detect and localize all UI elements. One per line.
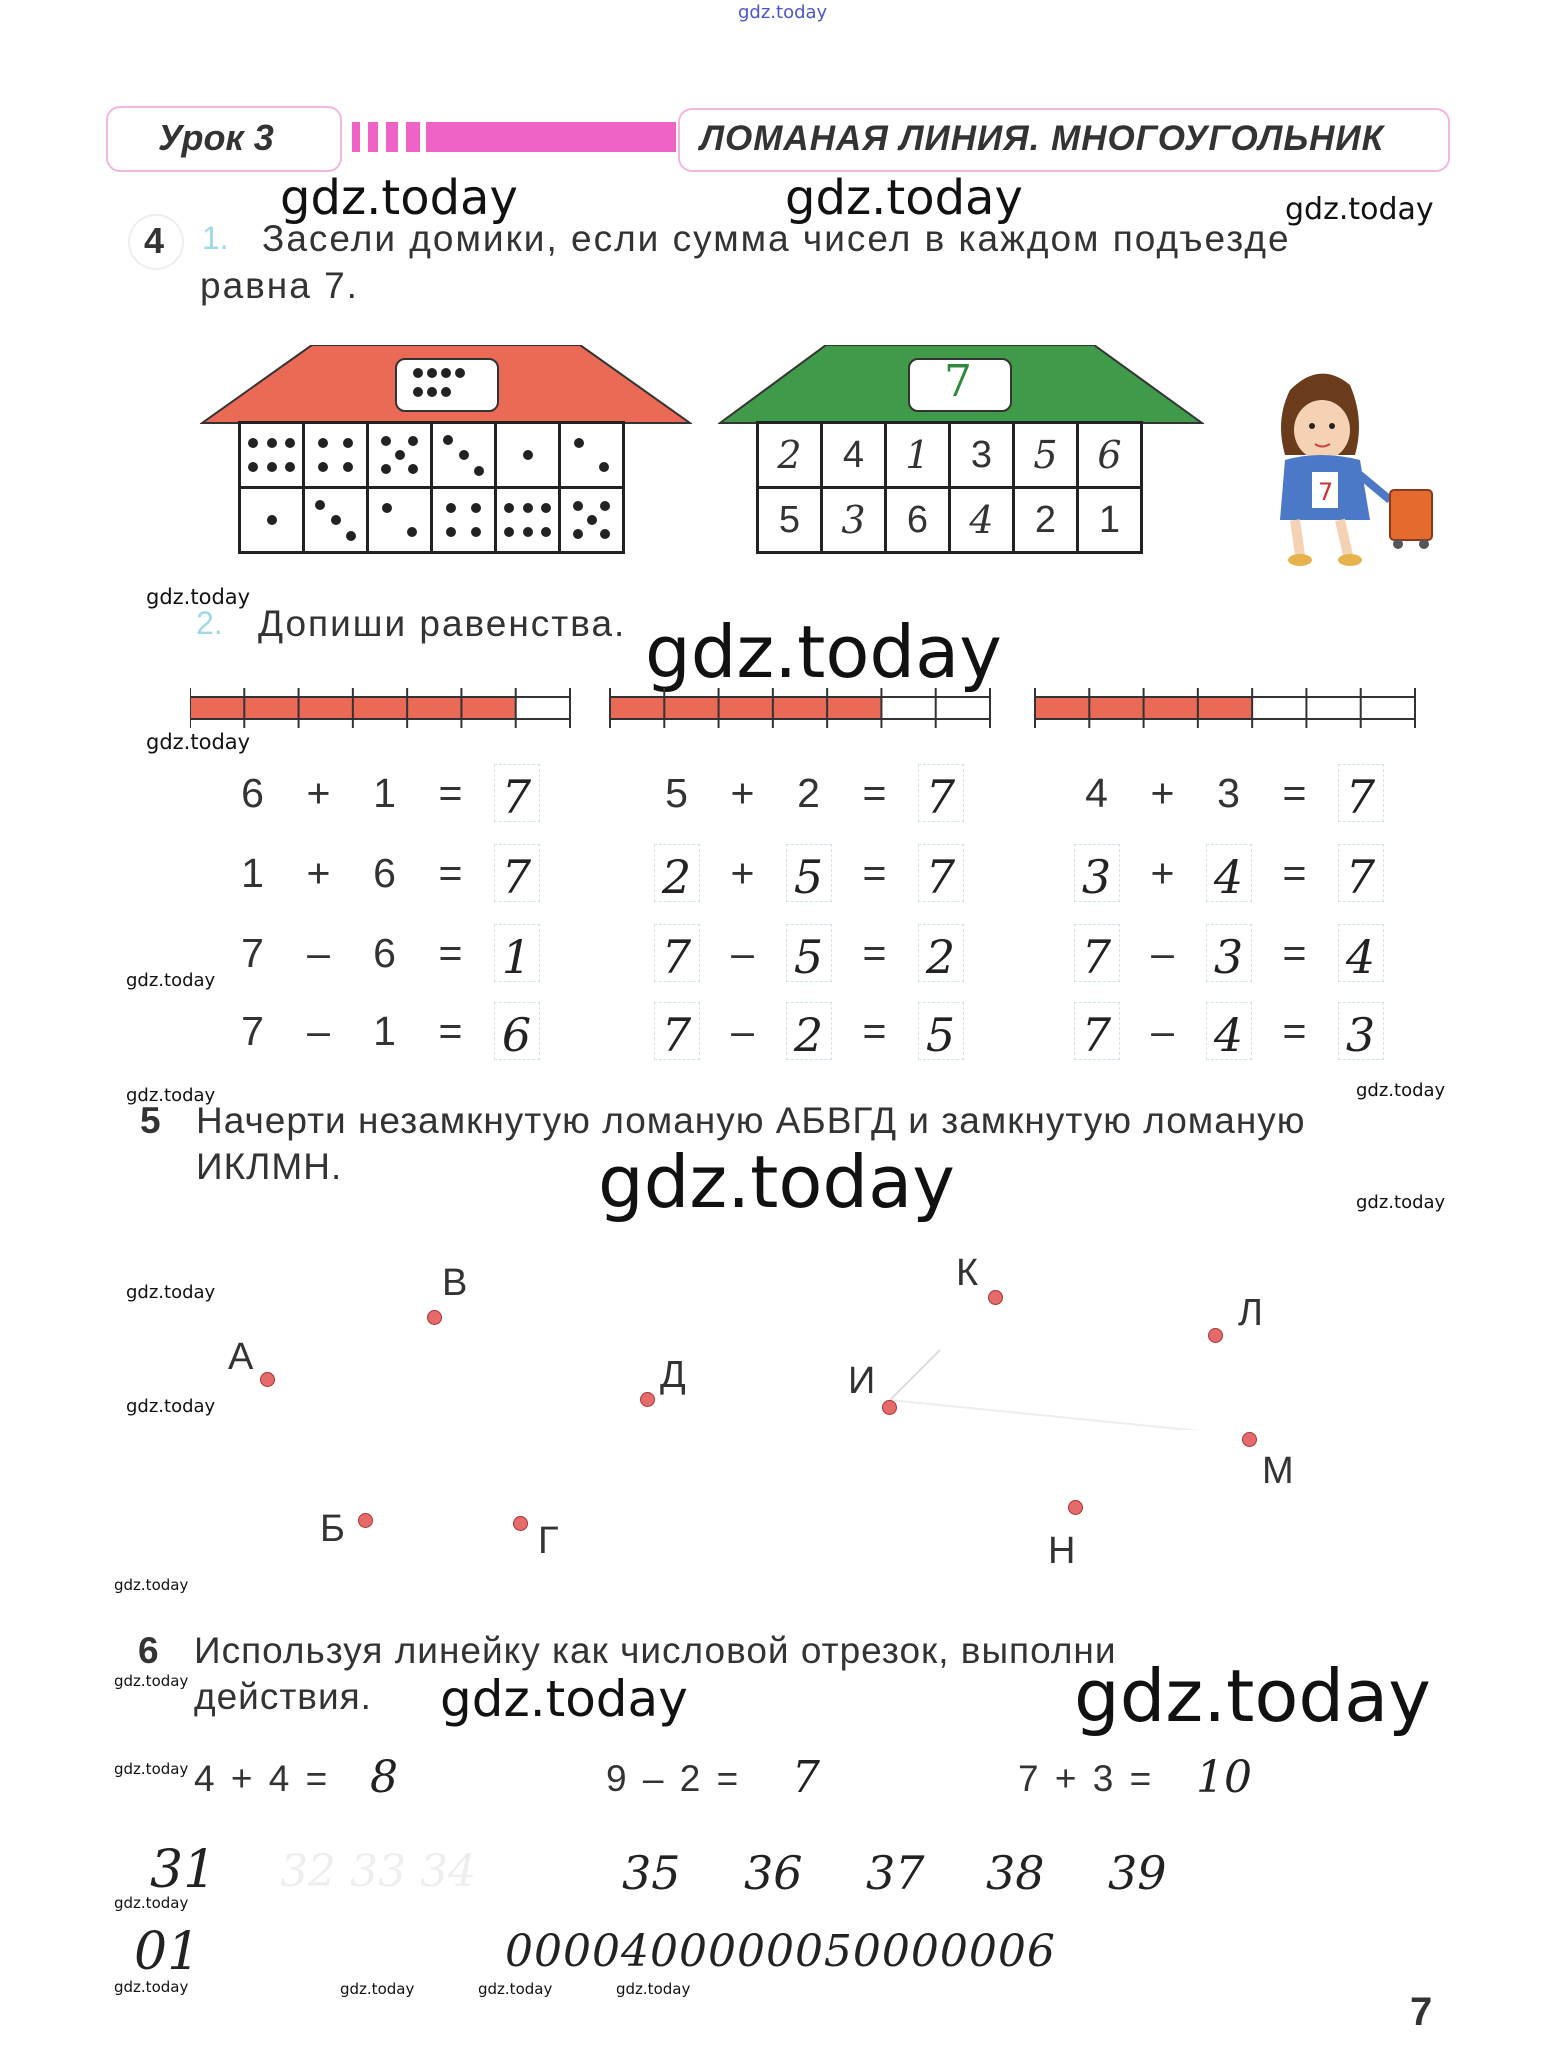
equation-token: = xyxy=(438,930,464,976)
house2-cell: 5 xyxy=(1014,423,1078,488)
pip xyxy=(504,503,514,513)
equation xyxy=(228,850,533,904)
house2-cell: 3 xyxy=(950,423,1014,488)
expr-3: 7 + 3 = xyxy=(1018,1758,1155,1799)
watermark: gdz.today xyxy=(1356,1080,1446,1101)
equation-token: 6 xyxy=(373,930,397,976)
zero-row-start: 01 xyxy=(134,1922,201,1982)
equation-token: = xyxy=(1282,850,1308,896)
equation xyxy=(652,1008,957,1062)
equation-token: 4 xyxy=(1213,850,1245,904)
equation-token: = xyxy=(862,1008,888,1054)
equation xyxy=(652,930,957,984)
pip xyxy=(446,527,456,537)
answer-box xyxy=(786,844,832,902)
pip xyxy=(248,462,258,472)
answer-box xyxy=(1074,924,1120,982)
watermark: gdz.today xyxy=(146,730,251,754)
answer-box xyxy=(918,1002,964,1060)
watermark: gdz.today xyxy=(114,1576,189,1594)
watermark: gdz.today xyxy=(146,585,251,609)
faint-digits-1: 32 33 34 xyxy=(280,1846,476,1897)
equation-token: + xyxy=(306,770,332,816)
equation-token: 7 xyxy=(661,1008,693,1062)
number-bar xyxy=(610,688,990,728)
equation-token: 4 xyxy=(1085,770,1109,816)
equation-token: – xyxy=(731,1008,755,1054)
point-G xyxy=(513,1516,528,1531)
pip xyxy=(471,527,481,537)
watermark: gdz.today xyxy=(440,1670,688,1728)
house2-cell: 4 xyxy=(950,488,1014,553)
pip xyxy=(573,529,583,539)
house1-cell xyxy=(560,488,624,553)
pip xyxy=(285,462,295,472)
equation-answer: 7 xyxy=(501,850,533,904)
equation-token: + xyxy=(306,850,332,896)
equation-answer: 3 xyxy=(1345,1008,1377,1062)
sequence-number: 39 xyxy=(1108,1846,1167,1900)
answer-box xyxy=(1206,1002,1252,1060)
equation-token: 4 xyxy=(1213,1008,1245,1062)
house2-bottom-row xyxy=(758,488,1142,553)
point-V xyxy=(427,1310,442,1325)
zero-row: 0000400000050000006 xyxy=(505,1926,1056,1977)
equation xyxy=(1072,850,1377,904)
pip xyxy=(471,503,481,513)
answer-box xyxy=(1338,924,1384,982)
label-B-cyr: Б xyxy=(320,1508,345,1550)
equation-answer: 6 xyxy=(501,1008,533,1062)
answer-box xyxy=(1074,844,1120,902)
house1-cell xyxy=(496,423,560,488)
equation-token: – xyxy=(307,930,331,976)
equation xyxy=(652,770,957,824)
equation-token: 2 xyxy=(797,770,821,816)
answer-box xyxy=(918,764,964,822)
task4-text-line1: Засели домики, если сумма чисел в каждом подъезде xyxy=(262,218,1291,259)
point-A xyxy=(260,1372,275,1387)
watermark-top: gdz.today xyxy=(738,2,828,23)
watermark: gdz.today xyxy=(1356,1192,1446,1213)
sequence-number: 38 xyxy=(986,1846,1045,1900)
pip xyxy=(574,438,584,448)
house1-cell xyxy=(432,423,496,488)
equation xyxy=(1072,770,1377,824)
expr-2-answer: 7 xyxy=(792,1752,820,1803)
pip xyxy=(381,436,391,446)
pip xyxy=(408,464,418,474)
task5-text-line1: Начерти незамкнутую ломаную АБВГД и замкнутую ломаную xyxy=(196,1100,1306,1141)
pip xyxy=(441,387,451,397)
pip xyxy=(331,515,341,525)
house2-cell: 6 xyxy=(886,488,950,553)
equation-answer: 7 xyxy=(1345,850,1377,904)
sequence-number: 35 xyxy=(622,1846,681,1900)
bar-filled xyxy=(610,697,881,719)
task4-number: 4 xyxy=(144,220,165,261)
pip xyxy=(343,462,353,472)
watermark: gdz.today xyxy=(598,1140,955,1224)
watermark: gdz.today xyxy=(645,610,1002,694)
pip xyxy=(343,438,353,448)
equation-token: = xyxy=(862,930,888,976)
equation-token: 6 xyxy=(241,770,265,816)
pip xyxy=(541,503,551,513)
subtask2-text: Допиши равенства. xyxy=(258,603,627,644)
pip xyxy=(381,464,391,474)
pip xyxy=(443,435,453,445)
house1-bottom-row xyxy=(240,488,624,553)
task4-text-line2: равна 7. xyxy=(200,265,359,306)
label-V: В xyxy=(442,1262,468,1304)
pip xyxy=(599,462,609,472)
pip xyxy=(427,368,437,378)
watermark: gdz.today xyxy=(114,1894,189,1912)
equation-answer: 7 xyxy=(925,770,957,824)
sequence-start: 31 xyxy=(150,1840,217,1900)
answer-box xyxy=(1338,844,1384,902)
watermark: gdz.today xyxy=(616,1980,691,1998)
label-K: К xyxy=(956,1252,979,1294)
answer-box xyxy=(654,844,700,902)
pip xyxy=(318,462,328,472)
label-N: Н xyxy=(1048,1530,1076,1572)
pip xyxy=(587,515,597,525)
house2-cell: 1 xyxy=(886,423,950,488)
pip xyxy=(446,503,456,513)
equation-token: 1 xyxy=(373,1008,397,1054)
point-K xyxy=(988,1290,1003,1305)
answer-box xyxy=(1074,1002,1120,1060)
equation xyxy=(1072,1008,1377,1062)
house1-cell xyxy=(368,488,432,553)
equation-token: 5 xyxy=(665,770,689,816)
house2-grid xyxy=(756,421,1143,554)
equation-token: 7 xyxy=(1081,930,1113,984)
equation-token: 5 xyxy=(793,930,825,984)
lesson-label: Урок 3 xyxy=(158,117,274,158)
watermark: gdz.today xyxy=(1074,1654,1431,1738)
equation-answer: 7 xyxy=(925,850,957,904)
equation-token: = xyxy=(438,850,464,896)
house2-cell: 2 xyxy=(758,423,822,488)
pip xyxy=(573,501,583,511)
answer-box xyxy=(1338,1002,1384,1060)
page-title: ЛОМАНАЯ ЛИНИЯ. МНОГОУГОЛЬНИК xyxy=(700,119,1385,158)
point-M xyxy=(1242,1432,1257,1447)
answer-box xyxy=(494,844,540,902)
number-bar xyxy=(1035,688,1415,728)
sequence-number: 36 xyxy=(744,1846,803,1900)
house2-cell: 2 xyxy=(1014,488,1078,553)
watermark: gdz.today xyxy=(1285,192,1434,227)
pip xyxy=(600,501,610,511)
point-B-cyr xyxy=(358,1513,373,1528)
house2-top-row xyxy=(758,423,1142,488)
answer-box xyxy=(918,844,964,902)
equation-token: + xyxy=(730,850,756,896)
answer-box xyxy=(1206,844,1252,902)
pip xyxy=(427,387,437,397)
pip xyxy=(407,527,417,537)
subtask2-number: 2. xyxy=(196,605,223,641)
house1-cell xyxy=(560,423,624,488)
pip xyxy=(474,466,484,476)
pip xyxy=(318,438,328,448)
watermark: gdz.today xyxy=(126,1085,216,1106)
label-M: М xyxy=(1262,1450,1294,1492)
task6-text-line1: Используя линейку как числовой отрезок, выполни xyxy=(194,1630,1117,1671)
equation-token: = xyxy=(1282,770,1308,816)
house1-cell xyxy=(304,423,368,488)
subtask1-number: 1. xyxy=(202,220,229,256)
equation-token: – xyxy=(307,1008,331,1054)
expr-3-answer: 10 xyxy=(1196,1752,1252,1803)
answer-box xyxy=(1338,764,1384,822)
pip xyxy=(455,368,465,378)
equation-token: 6 xyxy=(373,850,397,896)
equation-token: 3 xyxy=(1081,850,1113,904)
house1-cell xyxy=(240,488,304,553)
equation-token: = xyxy=(438,1008,464,1054)
house1-cell xyxy=(240,423,304,488)
house1-top-row xyxy=(240,423,624,488)
equation-answer: 2 xyxy=(925,930,957,984)
equation-token: + xyxy=(1150,770,1176,816)
equation-token: – xyxy=(1151,1008,1175,1054)
label-L: Л xyxy=(1238,1292,1263,1334)
equation-answer: 5 xyxy=(925,1008,957,1062)
house1-cell xyxy=(368,423,432,488)
answer-box xyxy=(494,764,540,822)
pip xyxy=(523,527,533,537)
house2-cell: 5 xyxy=(758,488,822,553)
equation xyxy=(652,850,957,904)
equation-token: = xyxy=(862,850,888,896)
house2-cell: 4 xyxy=(822,423,886,488)
task5-text-line2: ИКЛМН. xyxy=(196,1146,343,1187)
answer-box xyxy=(494,1002,540,1060)
equation-token: – xyxy=(1151,930,1175,976)
answer-box xyxy=(654,924,700,982)
pip xyxy=(441,368,451,378)
equation-answer: 1 xyxy=(501,930,533,984)
task6-number: 6 xyxy=(138,1630,159,1671)
equation-answer: 7 xyxy=(1345,770,1377,824)
answer-box xyxy=(494,924,540,982)
point-N xyxy=(1068,1500,1083,1515)
equation-token: 1 xyxy=(373,770,397,816)
equation-token: 2 xyxy=(793,1008,825,1062)
equation-token: 3 xyxy=(1217,770,1241,816)
equation-token: – xyxy=(731,930,755,976)
equation-token: + xyxy=(1150,850,1176,896)
equation-token: = xyxy=(1282,1008,1308,1054)
pip xyxy=(382,503,392,513)
equation-token: + xyxy=(730,770,756,816)
point-L xyxy=(1208,1328,1223,1343)
equation-token: 7 xyxy=(241,1008,265,1054)
girl-illustration xyxy=(1240,360,1440,570)
task5-number: 5 xyxy=(140,1100,161,1141)
watermark: gdz.today xyxy=(114,1978,189,1996)
watermark: gdz.today xyxy=(478,1980,553,1998)
answer-box xyxy=(786,1002,832,1060)
house1-cell xyxy=(432,488,496,553)
page-number: 7 xyxy=(1410,1990,1433,2034)
equation-token: = xyxy=(862,770,888,816)
equation xyxy=(228,770,533,824)
pip xyxy=(408,436,418,446)
pip xyxy=(523,450,533,460)
answer-box xyxy=(786,924,832,982)
equation-token: 7 xyxy=(241,930,265,976)
equation-token: 1 xyxy=(241,850,265,896)
equation-token: 5 xyxy=(793,850,825,904)
pip xyxy=(267,438,277,448)
equation-token: 7 xyxy=(1081,1008,1113,1062)
pink-stripe-4 xyxy=(406,122,420,152)
house2-cell: 1 xyxy=(1078,488,1142,553)
pip xyxy=(523,503,533,513)
task6-text-line2: действия. xyxy=(194,1676,372,1717)
pip xyxy=(504,527,514,537)
house2-cell: 3 xyxy=(822,488,886,553)
watermark: gdz.today xyxy=(785,170,1023,226)
pip xyxy=(459,450,469,460)
pip xyxy=(248,438,258,448)
house1-cell xyxy=(304,488,368,553)
house1-roof-window xyxy=(395,358,499,412)
pink-stripe-3 xyxy=(386,122,398,152)
equation xyxy=(228,1008,533,1062)
equation-token: 3 xyxy=(1213,930,1245,984)
equation-token: = xyxy=(438,770,464,816)
pink-stripe-1 xyxy=(352,122,360,152)
answer-box xyxy=(1206,924,1252,982)
pip xyxy=(346,531,356,541)
pip xyxy=(541,527,551,537)
pip xyxy=(285,438,295,448)
expr-1: 4 + 4 = xyxy=(194,1758,331,1799)
house1-cell xyxy=(496,488,560,553)
number-bar xyxy=(190,688,570,728)
pip xyxy=(395,450,405,460)
pink-stripe-main xyxy=(426,122,676,152)
equation-token: 2 xyxy=(661,850,693,904)
equation xyxy=(228,930,533,984)
label-A: А xyxy=(228,1336,254,1378)
point-D xyxy=(640,1392,655,1407)
equation-token: = xyxy=(1282,930,1308,976)
point-I xyxy=(882,1400,897,1415)
pip xyxy=(600,529,610,539)
watermark: gdz.today xyxy=(280,170,518,226)
answer-box xyxy=(654,1002,700,1060)
house2-roof-number: 7 xyxy=(944,356,972,407)
label-G: Г xyxy=(538,1520,559,1562)
answer-box xyxy=(918,924,964,982)
watermark: gdz.today xyxy=(114,1672,189,1690)
sequence-number: 37 xyxy=(866,1846,925,1900)
watermark: gdz.today xyxy=(340,1980,415,1998)
pink-stripe-2 xyxy=(368,122,378,152)
expr-2: 9 – 2 = xyxy=(606,1758,742,1799)
expr-1-answer: 8 xyxy=(370,1752,398,1803)
equation-answer: 4 xyxy=(1345,930,1377,984)
watermark: gdz.today xyxy=(126,1282,216,1303)
pip xyxy=(315,500,325,510)
watermark: gdz.today xyxy=(126,1396,216,1417)
number-bars xyxy=(190,688,1430,728)
equation xyxy=(1072,930,1377,984)
pip xyxy=(413,368,423,378)
pip xyxy=(267,515,277,525)
pip xyxy=(413,387,423,397)
svg-text:7: 7 xyxy=(1318,478,1334,506)
label-D: Д xyxy=(660,1354,686,1396)
house1-grid xyxy=(238,421,625,554)
watermark: gdz.today xyxy=(126,970,216,991)
house2-cell: 6 xyxy=(1078,423,1142,488)
watermark: gdz.today xyxy=(114,1760,189,1778)
label-I: И xyxy=(848,1360,876,1402)
equation-answer: 7 xyxy=(501,770,533,824)
pip xyxy=(267,462,277,472)
equation-token: 7 xyxy=(661,930,693,984)
faint-lines xyxy=(880,1300,1250,1430)
